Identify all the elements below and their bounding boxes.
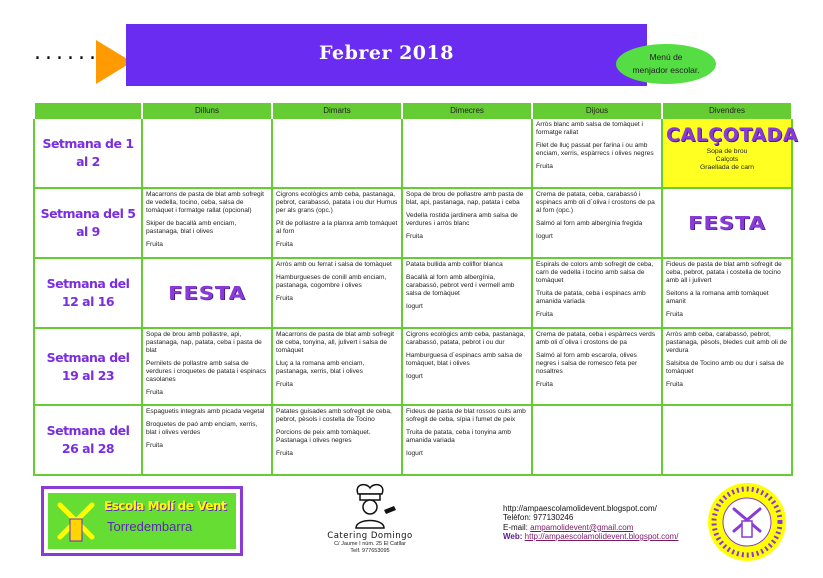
- menu-cell-empty: [142, 118, 272, 188]
- special-item: Calçots: [715, 156, 739, 163]
- second-course: Salsitxa de Tocino amb ou dur i salsa de tomàquet: [666, 360, 784, 375]
- first-course: Patata bullida amb coliflor blanca: [406, 261, 503, 268]
- day-header: Dimecres: [402, 103, 532, 118]
- second-course: Porcions de peix amb tomàquet. Pastanaga i olives negres: [276, 429, 371, 444]
- school-town: Torredembarra: [107, 519, 193, 534]
- first-course: Fideus de pasta de blat rossos cuits amb sofregit de ceba, sípia i fumet de peix: [406, 408, 526, 423]
- week-row: [34, 118, 792, 188]
- week-label-text: Setmana del 26 al 28: [46, 423, 130, 456]
- windmill-icon: [50, 495, 102, 547]
- dessert: Fruita: [666, 311, 683, 318]
- dessert: Fruita: [276, 295, 293, 302]
- week-row: [34, 328, 792, 405]
- second-course: Truita de patata, ceba i tonyina amb amanida variada: [406, 429, 511, 444]
- menu-cell: [272, 188, 402, 258]
- first-course: Espirals de colors amb sofregit de ceba, carn de vedella i tocino amb salsa de tomàquet: [536, 261, 654, 284]
- second-course: Broquetes de paó amb enciam, xerris, blat i olives verdes: [146, 421, 258, 436]
- first-course: Cigrons ecològics amb ceba, pastanaga, carabassó, patata, pebrot i ou dur: [406, 331, 526, 346]
- first-course: Fideus de pasta de blat amb sofregit de ceba, pebrot, patata i costella de tocino amb all i julivert: [666, 261, 782, 284]
- catering-name: Catering Domingo: [327, 531, 413, 541]
- second-course: Pit de pollastre a la planxa amb tomàquet al forn: [276, 220, 398, 235]
- second-course: Pernilets de pollastre amb salsa de verdures i croquetes de patata i espinacs casolanes: [146, 360, 267, 383]
- week-row: [34, 405, 792, 475]
- ampa-seal-logo: [706, 481, 788, 563]
- first-course: Arròs blanc amb salsa de tomàquet i formatge rallat: [536, 121, 644, 136]
- second-course: Filet de lluç passat per farina i ou amb enciam, xerris, espàrrecs i olives negres: [536, 142, 654, 157]
- week-label: [34, 328, 142, 405]
- dessert: Fruita: [276, 450, 293, 457]
- menu-cell-empty: [662, 405, 792, 475]
- web-label: Web:: [503, 531, 523, 541]
- menu-cell: [402, 258, 532, 328]
- first-course: Macarrons de pasta de blat amb sofregit de ceba, tonyina, all, julivert i salsa de tomàquet: [276, 331, 395, 354]
- festa-label: FESTA: [168, 282, 246, 304]
- menu-cell-empty: [402, 118, 532, 188]
- first-course: Sopa de brou amb pollastre, api, pastanaga, nap, patata, ceba i pasta de blat: [146, 331, 262, 354]
- second-course: Lluç a la romana amb enciam, pastanaga, xerris, blat i olives: [276, 360, 365, 375]
- email-line: [503, 523, 679, 532]
- days-header-row: [34, 103, 792, 118]
- day-header: Divendres: [662, 103, 792, 118]
- menu-cell: [142, 328, 272, 405]
- festa-cell: [662, 188, 792, 258]
- second-course: Hamburgueses de conill amb enciam, pastanaga, cogombre i olives: [276, 274, 387, 289]
- second-course: Salmó al forn amb albergínia fregida: [536, 220, 643, 227]
- dessert: Fruita: [666, 381, 683, 388]
- dessert: Fruita: [536, 311, 553, 318]
- menu-cell-empty: [272, 118, 402, 188]
- dessert: Iogurt: [406, 373, 423, 380]
- festa-label: FESTA: [688, 212, 766, 234]
- first-course: Patates guisades amb sofregit de ceba, pebrot, pèsols i costella de Tocino: [276, 408, 392, 423]
- first-course: Espaguetis integrals amb picada vegetal: [146, 408, 265, 415]
- first-course: Sopa de brou de pollastre amb pasta de blat, api, pastanaga, nap, patata i ceba: [406, 191, 524, 206]
- menu-cell: [402, 405, 532, 475]
- menu-badge-text: Menú de menjador escolar.: [632, 52, 700, 75]
- special-item: Sopa de brou: [706, 148, 748, 155]
- first-course: Cigrons ecològics amb ceba, pastanaga, pebrot, carabassó, patata i ou dur Humus per als grans (opc.): [276, 191, 398, 214]
- chef-icon: [340, 480, 400, 530]
- week-label-text: Setmana del 5 al 9: [40, 206, 136, 239]
- menu-cell: [272, 405, 402, 475]
- second-course: Skiper de bacallà amb enciam, pastanaga, blat i olives: [146, 220, 237, 235]
- dessert: Iogurt: [406, 450, 423, 457]
- catering-logo: [315, 480, 425, 570]
- week-label: [34, 405, 142, 475]
- menu-cell: [402, 188, 532, 258]
- decorative-dots: ......: [34, 40, 100, 65]
- week-label-text: Setmana del 12 al 16: [46, 276, 130, 309]
- dessert: Fruita: [406, 233, 423, 240]
- email-link[interactable]: ampamolidevent@gmail.com: [530, 522, 634, 532]
- catering-address: C/ Jaume I núm. 25 El Catllar: [334, 541, 406, 547]
- second-course: Hamburguesa d´espinacs amb salsa de tomàquet, blat i olives: [406, 352, 523, 367]
- menu-cell: [532, 258, 662, 328]
- dessert: Fruita: [146, 389, 163, 396]
- menu-cell: [532, 188, 662, 258]
- first-course: Arròs amb ou ferrat i salsa de tomàquet: [276, 261, 392, 268]
- menu-cell: [272, 328, 402, 405]
- header-corner: [34, 103, 142, 118]
- week-label: [34, 118, 142, 188]
- dessert: Fruita: [276, 241, 293, 248]
- first-course: Crema de patata, ceba i espàrrecs verds amb oli d´oliva i crostons de pa: [536, 331, 656, 346]
- week-row: [34, 258, 792, 328]
- second-course: Truita de patata, ceba i espinacs amb amanida variada: [536, 290, 646, 305]
- menu-cell: [532, 328, 662, 405]
- blog-url[interactable]: http://ampaescolamolidevent.blogspot.com/: [503, 504, 657, 513]
- day-header: Dimarts: [272, 103, 402, 118]
- school-logo: [41, 486, 243, 556]
- menu-table: [33, 103, 799, 476]
- phone-number: Telèfon: 977130246: [503, 513, 574, 523]
- day-header: Dijous: [532, 103, 662, 118]
- second-course: Salmó al forn amb escarola, olives negres i salsa de romesco feta per nosaltres: [536, 352, 638, 375]
- web-link[interactable]: http://ampaescolamolidevent.blogspot.com/: [524, 531, 679, 541]
- second-course: Vedella rostida jardinera amb salsa de verdures i arròs blanc: [406, 212, 518, 227]
- day-header: Dilluns: [142, 103, 272, 118]
- week-label-text: Setmana de 1 al 2: [42, 136, 134, 169]
- catering-phone: Telf. 977653095: [350, 548, 390, 554]
- title-banner: [126, 24, 647, 86]
- calcotada-title: CALÇOTADA: [666, 124, 799, 146]
- first-course: Macarrons de pasta de blat amb sofregit de vedella, tocino, ceba, salsa de tomàquet i formatge rallat (opcional): [146, 191, 265, 214]
- dessert: Iogurt: [406, 303, 423, 310]
- calcotada-cell: [662, 118, 799, 188]
- week-row: [34, 188, 792, 258]
- contact-info: [503, 504, 679, 541]
- menu-badge: [616, 44, 716, 84]
- menu-cell: [402, 328, 532, 405]
- dessert: Iogurt: [536, 233, 553, 240]
- second-course: Seitons a la romana amb tomàquet amanit: [666, 290, 769, 305]
- menu-cell: [142, 405, 272, 475]
- menu-cell: [662, 328, 792, 405]
- first-course: Arròs amb ceba, carabassó, pebrot, pastanaga, pèsols, bledes cuit amb oli de verdura: [666, 331, 787, 354]
- email-label: E-mail:: [503, 522, 528, 532]
- special-item: Graellada de carn: [699, 164, 755, 171]
- week-label: [34, 258, 142, 328]
- first-course: Crema de patata, ceba, carabassó i espinacs amb oli d´oliva i crostons de pa al forn (opc.): [536, 191, 655, 214]
- festa-cell: [142, 258, 272, 328]
- menu-cell: [532, 118, 662, 188]
- menu-cell: [142, 188, 272, 258]
- school-name: Escola Molí de Vent: [104, 499, 227, 513]
- week-label-text: Setmana del 19 al 23: [46, 349, 130, 383]
- dessert: Fruita: [536, 163, 553, 170]
- dessert: Fruita: [276, 381, 293, 388]
- dessert: Fruita: [146, 442, 163, 449]
- web-line: [503, 532, 679, 541]
- dessert: Fruita: [146, 241, 163, 248]
- menu-cell: [272, 258, 402, 328]
- menu-cell-empty: [532, 405, 662, 475]
- menu-cell: [662, 258, 792, 328]
- week-label: [34, 188, 142, 258]
- page-title: Febrer 2018: [319, 42, 454, 64]
- dessert: Fruita: [536, 381, 553, 388]
- second-course: Bacallà al forn amb albergínia, carabassó, pebrot verd i vermell amb salsa de tomàquet: [406, 274, 515, 297]
